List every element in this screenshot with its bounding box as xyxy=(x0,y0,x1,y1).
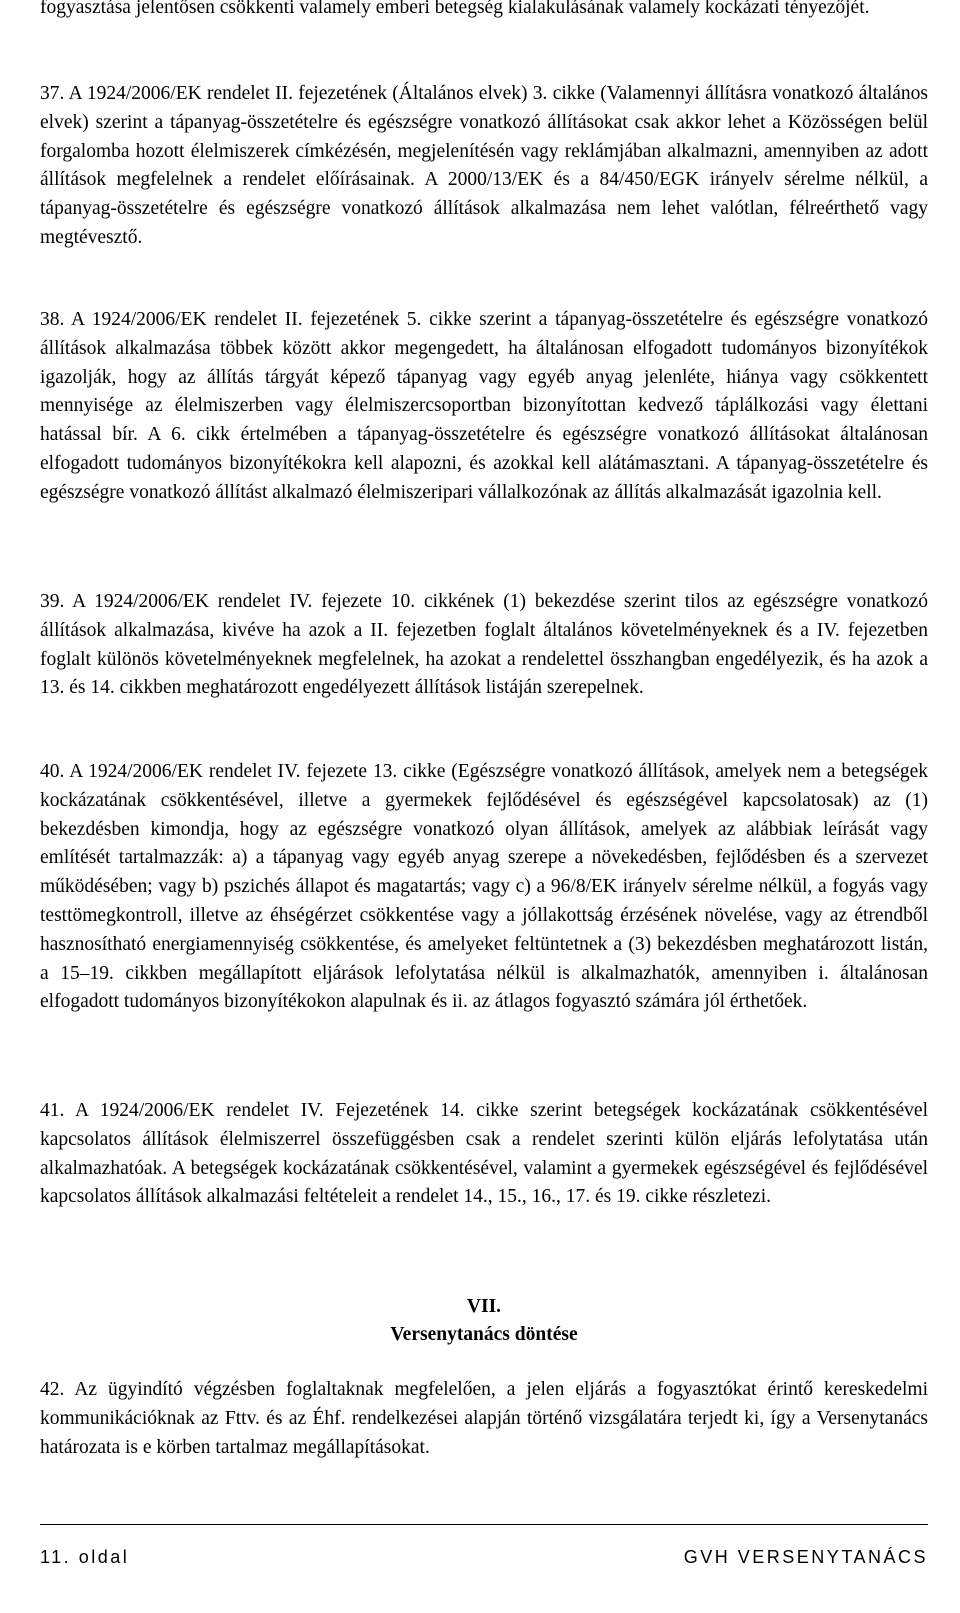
section-number: VII. xyxy=(466,1296,502,1317)
paragraph-42: 42. Az ügyindító végzésben foglaltaknak megfelelően, a jelen eljárás a fogyasztókat érintő kereskedelmi kommunikációknak az Fttv. és az Éhf. rendelkezései alapján történő vizsgálatára terjedt ki, így a Versenytanács határozata is e körben tartalmaz megállapításokat. xyxy=(40,1379,928,1458)
intro-paragraph: fogyasztása jelentősen csökkenti valamely emberi betegség kialakulásának valamely kockázati tényezőjét. xyxy=(40,0,870,18)
paragraph-38: 38. A 1924/2006/EK rendelet II. fejezetének 5. cikke szerint a tápanyag-összetételre és egészségre vonatkozó állítások alkalmazása többek között akkor megengedett, ha általánosan elfogadott tudományos bizonyítékok igazolják, hogy az állítás tárgyát képező tápanyag vagy egyéb anyag jelenléte, hiánya vagy csökkentett mennyisége az élelmiszerben vagy élelmiszercsoportban bizonyítottan kedvező táplálkozási vagy élettani hatással bír. A 6. cikk értelmében a tápanyag-összetételre és egészségre vonatkozó állításokat általánosan elfogadott tudományos bizonyítékokra kell alapozni, és azokkal kell alátámasztani. A tápanyag-összetételre és egészségre vonatkozó állítást alkalmazó élelmiszeripari vállalkozónak az állítás alkalmazását igazolnia kell. xyxy=(40,309,928,503)
footer-divider xyxy=(40,1524,928,1525)
paragraph-37: 37. A 1924/2006/EK rendelet II. fejezetének (Általános elvek) 3. cikke (Valamennyi állításra vonatkozó általános elvek) szerint a tápanyag-összetételre és egészségre vonatkozó állításokat csak akkor lehet a Közösségen belül forgalomba hozott élelmiszerek címkézésén, megjelenítésén vagy reklámjában alkalmazni, amennyiben az adott állítások megfelelnek a rendelet előírásainak. A 2000/13/EK és a 84/450/EGK irányelv sérelme nélkül, a tápanyag-összetételre és egészségre vonatkozó állítások alkalmazása nem lehet valótlan, félreérthető vagy megtévesztő. xyxy=(40,83,928,248)
paragraph-40: 40. A 1924/2006/EK rendelet IV. fejezete 13. cikke (Egészségre vonatkozó állítások, amelyek nem a betegségek kockázatának csökkentésével, illetve a gyermekek fejlődésével és egészségével kapcsolatosak) az (1) bekezdésben kimondja, hogy az egészségre vonatkozó olyan állítások, amelyek az alábbiak leírását vagy említését tartalmazzák: a) a tápanyag vagy egyéb anyag szerepe a növekedésben, fejlődésben és a szervezet működésében; vagy b) pszichés állapot és magatartás; vagy c) a 96/8/EK irányelv sérelme nélkül, a fogyás vagy testtömegkontroll, illetve az éhségérzet csökkentése vagy a jóllakottság érzésének növelése, vagy az étrendből hasznosítható energiamennyiség csökkentése, és amelyeket feltüntetnek a (3) bekezdésben meghatározott listán, a 15–19. cikkben megállapított eljárások lefolytatása nélkül is alkalmazhatók, amennyiben i. általánosan elfogadott tudományos bizonyítékokon alapulnak és ii. az átlagos fogyasztó számára jól érthetőek. xyxy=(40,761,928,1013)
footer-organization: GVH VERSENYTANÁCS xyxy=(683,1547,928,1567)
section-title: Versenytanács döntése xyxy=(390,1324,578,1345)
paragraph-39: 39. A 1924/2006/EK rendelet IV. fejezete 10. cikkének (1) bekezdése szerint tilos az egészségre vonatkozó állítások alkalmazása, kivéve ha azok a II. fejezetben foglalt általános követelményeknek és a IV. fejezetben foglalt különös követelményeknek megfelelnek, ha azokat a rendelettel összhangban engedélyezik, és ha azok a 13. és 14. cikkben meghatározott engedélyezett állítások listáján szerepelnek. xyxy=(40,591,928,699)
paragraph-41: 41. A 1924/2006/EK rendelet IV. Fejezetének 14. cikke szerint betegségek kockázatának csökkentésével kapcsolatos állítások élelmiszerrel összefüggésben csak a rendelet szerinti külön eljárás lefolytatása után alkalmazhatóak. A betegségek kockázatának csökkentésével, valamint a gyermekek egészségével és fejlődésével kapcsolatos állítások alkalmazási feltételeit a rendelet 14., 15., 16., 17. és 19. cikke részletezi. xyxy=(40,1100,928,1208)
page-number: 11. oldal xyxy=(40,1547,130,1567)
